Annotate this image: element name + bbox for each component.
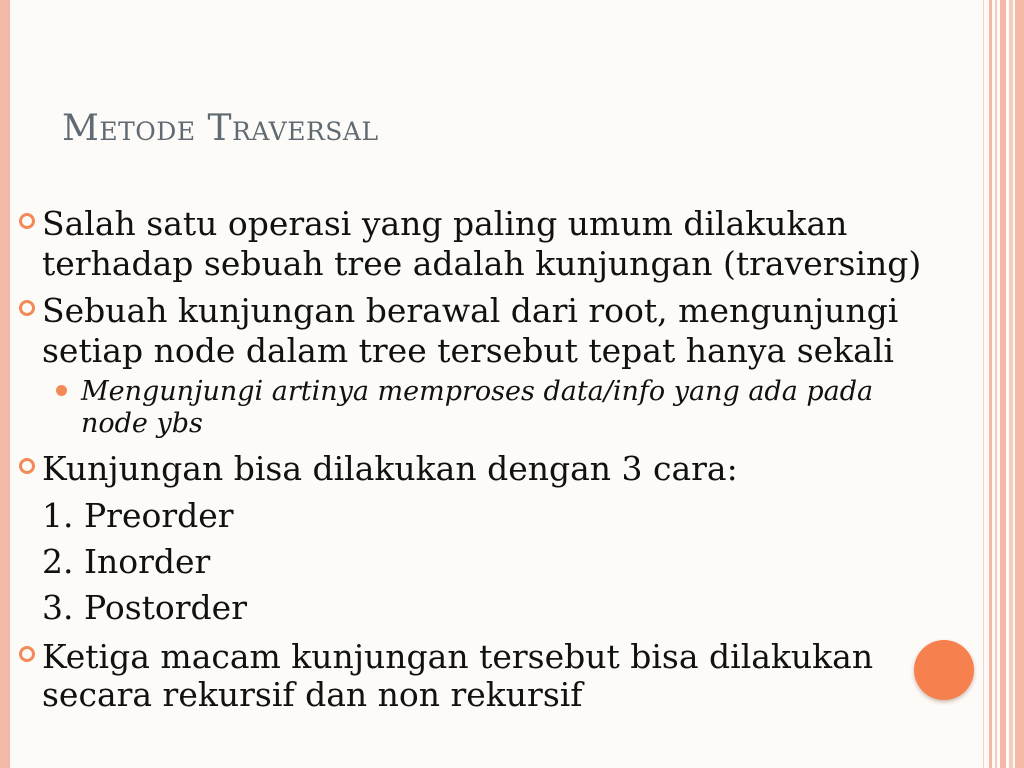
list-item: 1. Preorder	[42, 496, 234, 535]
bullet-text-line: Kunjungan bisa dilakukan dengan 3 cara:	[42, 449, 738, 488]
left-decorative-stripe	[0, 0, 10, 768]
right-band	[1009, 0, 1013, 768]
right-decorative-bands	[976, 0, 1024, 768]
bullet-ring-icon	[19, 300, 35, 316]
right-band	[989, 0, 992, 768]
bullet-ring-icon	[19, 458, 35, 474]
sub-bullet-text-line: Mengunjungi artinya memproses data/info yang ada pada	[81, 376, 874, 407]
bullet-text-line: Sebuah kunjungan berawal dari root, mengunjungi	[42, 291, 899, 330]
orange-circle-decoration	[914, 640, 974, 700]
sub-bullet-text-line: node ybs	[81, 408, 203, 439]
right-band	[1015, 0, 1024, 768]
sub-bullet-dot-icon	[56, 385, 67, 396]
right-band	[1000, 0, 1006, 768]
bullet-text-line: Salah satu operasi yang paling umum dilakukan	[42, 204, 848, 243]
bullet-ring-icon	[19, 213, 35, 229]
slide-title: Metode Traversal	[62, 108, 379, 149]
bullet-text-line: terhadap sebuah tree adalah kunjungan (traversing)	[42, 244, 922, 283]
list-item: 3. Postorder	[42, 588, 247, 627]
bullet-text-line: setiap node dalam tree tersebut tepat hanya sekali	[42, 331, 894, 370]
right-band	[983, 0, 984, 768]
list-item: 2. Inorder	[42, 542, 211, 581]
right-band	[995, 0, 997, 768]
bullet-ring-icon	[19, 646, 35, 662]
bullet-text-line: Ketiga macam kunjungan tersebut bisa dilakukan	[42, 637, 874, 676]
bullet-text-line: secara rekursif dan non rekursif	[42, 675, 583, 714]
